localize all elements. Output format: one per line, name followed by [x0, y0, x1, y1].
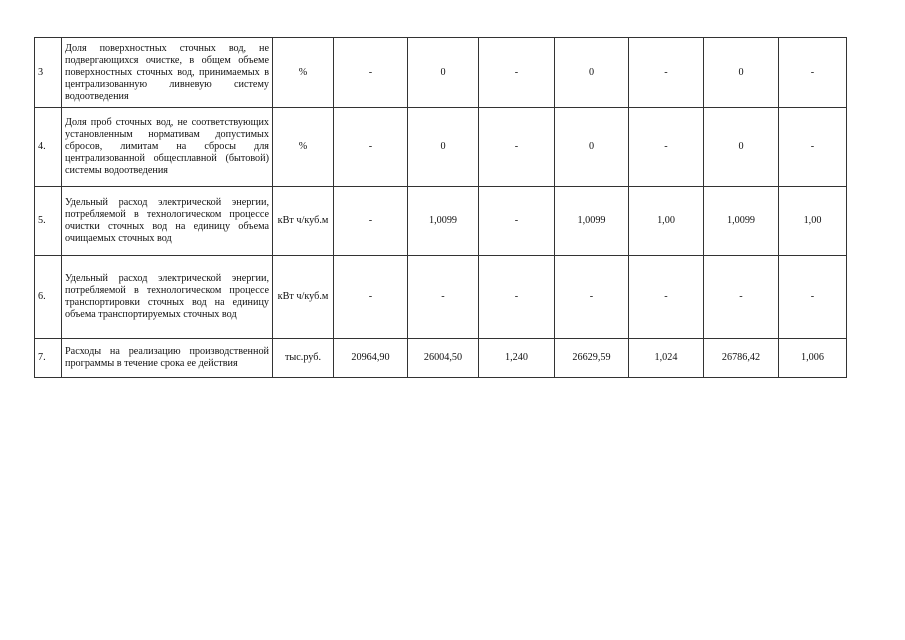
value-cell: 1,00 — [629, 187, 704, 256]
table-row — [35, 339, 847, 378]
value-cell: 1,024 — [629, 339, 704, 378]
value-cell: 0 — [704, 38, 779, 108]
unit-cell: % — [273, 108, 334, 187]
value-cell: - — [334, 108, 408, 187]
table-row — [35, 187, 847, 256]
value-cell: 1,0099 — [408, 187, 479, 256]
row-number: 3 — [35, 38, 62, 108]
value-cell: 26786,42 — [704, 339, 779, 378]
value-cell: 1,0099 — [704, 187, 779, 256]
indicator-description: Расходы на реализацию производственной программы в течение срока ее действия — [62, 339, 273, 378]
unit-cell: кВт ч/куб.м — [273, 187, 334, 256]
value-cell: - — [629, 256, 704, 339]
value-cell: - — [555, 256, 629, 339]
value-cell: - — [629, 108, 704, 187]
value-cell: - — [779, 256, 847, 339]
value-cell: - — [479, 108, 555, 187]
row-number: 4. — [35, 108, 62, 187]
value-cell: - — [479, 187, 555, 256]
value-cell: - — [334, 38, 408, 108]
value-cell: - — [479, 256, 555, 339]
table-row — [35, 256, 847, 339]
row-number: 7. — [35, 339, 62, 378]
unit-cell: % — [273, 38, 334, 108]
indicator-description: Удельный расход электрической энергии, потребляемой в технологическом процессе очистки сточных вод на единицу объема очищаемых сточных вод — [62, 187, 273, 256]
value-cell: 0 — [408, 38, 479, 108]
indicator-description: Доля поверхностных сточных вод, не подвергающихся очистке, в общем объеме поверхностных сточных вод, принимаемых в централизованную ливневую систему водоотведения — [62, 38, 273, 108]
value-cell: 1,006 — [779, 339, 847, 378]
value-cell: 0 — [555, 108, 629, 187]
indicator-description: Удельный расход электрической энергии, потребляемой в технологическом процессе транспортировки сточных вод на единицу объема транспортируемых сточных вод — [62, 256, 273, 339]
value-cell: - — [779, 108, 847, 187]
value-cell: 1,00 — [779, 187, 847, 256]
value-cell: 26004,50 — [408, 339, 479, 378]
value-cell: - — [704, 256, 779, 339]
value-cell: 0 — [555, 38, 629, 108]
indicator-description: Доля проб сточных вод, не соответствующих установленным нормативам допустимых сбросов, лимитам на сбросы для централизованной общесплавной (бытовой) системы водоотведения — [62, 108, 273, 187]
table-row — [35, 38, 847, 108]
value-cell: - — [334, 187, 408, 256]
value-cell: - — [779, 38, 847, 108]
value-cell: 26629,59 — [555, 339, 629, 378]
unit-cell: тыс.руб. — [273, 339, 334, 378]
value-cell: 0 — [408, 108, 479, 187]
row-number: 6. — [35, 256, 62, 339]
unit-cell: кВт ч/куб.м — [273, 256, 334, 339]
value-cell: 1,0099 — [555, 187, 629, 256]
value-cell: - — [334, 256, 408, 339]
value-cell: - — [479, 38, 555, 108]
value-cell: 1,240 — [479, 339, 555, 378]
value-cell: 0 — [704, 108, 779, 187]
value-cell: - — [629, 38, 704, 108]
indicators-table — [34, 37, 847, 378]
row-number: 5. — [35, 187, 62, 256]
table-row — [35, 108, 847, 187]
value-cell: 20964,90 — [334, 339, 408, 378]
value-cell: - — [408, 256, 479, 339]
